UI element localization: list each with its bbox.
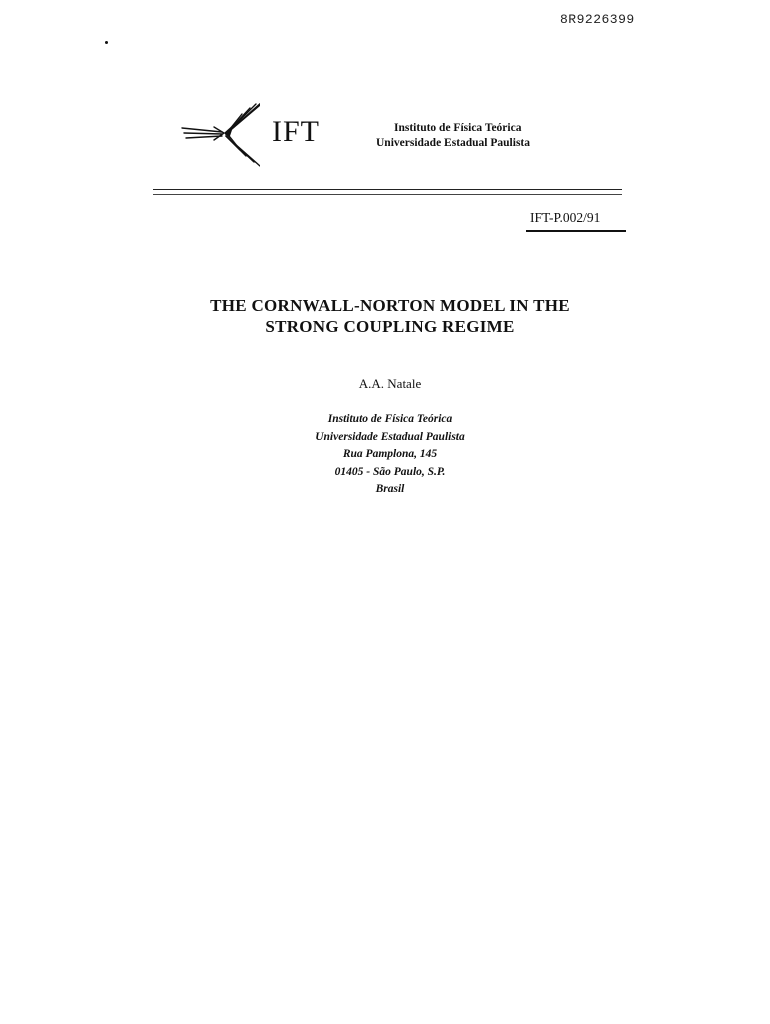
scan-speck: [105, 41, 108, 44]
affiliation-line: Brasil: [375, 483, 405, 495]
paper-title: [0, 295, 770, 337]
archive-stamp: 8R9226399: [560, 12, 635, 27]
report-number: IFT-P.002/91: [530, 210, 601, 225]
affiliation-line: Universidade Estadual Paulista: [315, 430, 465, 443]
title-line-2: STRONG COUPLING REGIME: [265, 317, 515, 336]
author-affiliation: [0, 411, 770, 499]
university-name: Universidade Estadual Paulista: [376, 137, 530, 149]
title-line-1: THE CORNWALL-NORTON MODEL IN THE: [210, 296, 570, 315]
header-rule-bottom: [153, 194, 622, 195]
affiliation-line: 01405 - São Paulo, S.P.: [334, 465, 446, 478]
report-number-underline: [526, 230, 626, 232]
institute-heading: [376, 121, 530, 151]
affiliation-line: Instituto de Física Teórica: [327, 413, 453, 425]
affiliation-line: Rua Pamplona, 145: [342, 448, 438, 460]
institute-name: Instituto de Física Teórica: [394, 122, 522, 134]
logo-wordmark: IFT: [272, 115, 320, 148]
header-rule-top: [153, 189, 622, 190]
author-name: A.A. Natale: [358, 376, 422, 391]
ift-logo-icon: [180, 100, 260, 168]
